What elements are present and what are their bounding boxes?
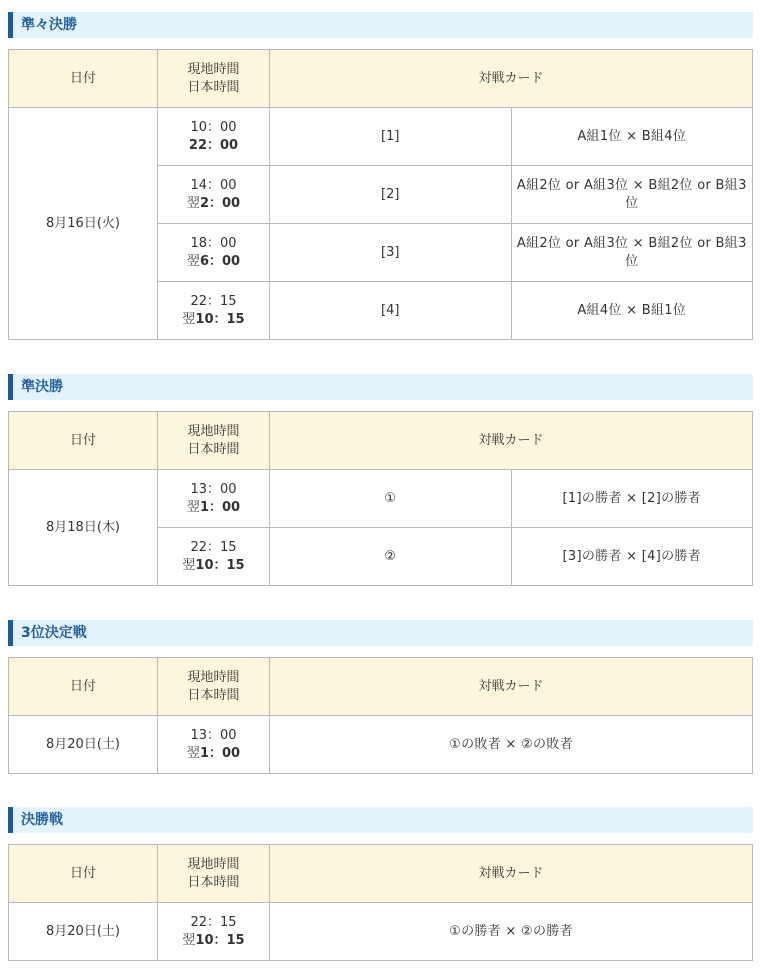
schedule-table [8, 49, 753, 340]
table-row [9, 716, 753, 774]
japan-time: 10：15 [195, 932, 245, 948]
match-date: 8月20日(土) [9, 903, 158, 961]
header-date: 日付 [9, 50, 158, 108]
header-japan-time: 日本時間 [187, 874, 240, 890]
japan-time-wrap [158, 137, 269, 155]
local-time: 22：15 [190, 539, 237, 555]
header-japan-time: 日本時間 [187, 687, 240, 703]
schedule-table [8, 657, 753, 774]
header-time [158, 412, 270, 470]
japan-time: 10：15 [195, 557, 245, 573]
header-local-time: 現地時間 [187, 856, 240, 872]
section-title: 決勝戦 [8, 807, 753, 833]
japan-time: 6：00 [199, 253, 241, 269]
next-day-prefix: 翌 [186, 745, 200, 761]
next-day-prefix: 翌 [182, 557, 196, 573]
japan-time-wrap [158, 311, 269, 329]
schedule-table [8, 844, 753, 961]
header-date: 日付 [9, 845, 158, 903]
japan-time: 2：00 [199, 195, 241, 211]
japan-time-wrap [158, 557, 269, 575]
match-number: [3] [270, 224, 512, 282]
match-card: A組2位 or A組3位 × B組2位 or B組3位 [511, 224, 753, 282]
match-card: [3]の勝者 × [4]の勝者 [511, 528, 753, 586]
section-third-place [8, 620, 753, 774]
local-time: 22：15 [190, 293, 237, 309]
match-time [158, 108, 270, 166]
header-time [158, 50, 270, 108]
section-quarterfinal [8, 12, 753, 340]
section-title: 3位決定戦 [8, 620, 753, 646]
table-row [9, 470, 753, 528]
match-card: A組4位 × B組1位 [511, 282, 753, 340]
header-card: 対戦カード [270, 658, 753, 716]
match-card: A組1位 × B組4位 [511, 108, 753, 166]
header-date: 日付 [9, 412, 158, 470]
match-card: [1]の勝者 × [2]の勝者 [511, 470, 753, 528]
match-date: 8月20日(土) [9, 716, 158, 774]
japan-time-wrap [158, 932, 269, 950]
japan-time: 22：00 [188, 137, 239, 153]
header-card: 対戦カード [270, 50, 753, 108]
table-row [9, 903, 753, 961]
section-final [8, 807, 753, 961]
local-time: 18：00 [190, 235, 237, 251]
table-row [9, 108, 753, 166]
section-title: 準々決勝 [8, 12, 753, 38]
header-card: 対戦カード [270, 845, 753, 903]
match-card: A組2位 or A組3位 × B組2位 or B組3位 [511, 166, 753, 224]
next-day-prefix: 翌 [186, 195, 200, 211]
header-row [9, 412, 753, 470]
header-date: 日付 [9, 658, 158, 716]
match-date: 8月18日(木) [9, 470, 158, 586]
japan-time: 1：00 [199, 745, 241, 761]
japan-time-wrap [158, 745, 269, 763]
local-time: 14：00 [190, 177, 237, 193]
header-row [9, 50, 753, 108]
match-number: [2] [270, 166, 512, 224]
local-time: 13：00 [190, 727, 237, 743]
match-number: [1] [270, 108, 512, 166]
match-card: ①の敗者 × ②の敗者 [270, 716, 753, 774]
header-time [158, 845, 270, 903]
header-japan-time: 日本時間 [187, 441, 240, 457]
header-local-time: 現地時間 [187, 61, 240, 77]
local-time: 13：00 [190, 481, 237, 497]
match-time [158, 224, 270, 282]
schedule-table [8, 411, 753, 586]
next-day-prefix: 翌 [182, 311, 196, 327]
header-time [158, 658, 270, 716]
local-time: 10：00 [190, 119, 237, 135]
match-time [158, 166, 270, 224]
header-card: 対戦カード [270, 412, 753, 470]
header-row [9, 845, 753, 903]
japan-time-wrap [158, 499, 269, 517]
header-local-time: 現地時間 [187, 669, 240, 685]
japan-time-wrap [158, 195, 269, 213]
section-title: 準決勝 [8, 374, 753, 400]
section-semifinal [8, 374, 753, 586]
japan-time-wrap [158, 253, 269, 271]
next-day-prefix: 翌 [182, 932, 196, 948]
match-time [158, 470, 270, 528]
match-number: [4] [270, 282, 512, 340]
header-local-time: 現地時間 [187, 423, 240, 439]
japan-time: 10：15 [195, 311, 245, 327]
next-day-prefix: 翌 [186, 499, 200, 515]
header-row [9, 658, 753, 716]
japan-time: 1：00 [199, 499, 241, 515]
next-day-prefix: 翌 [186, 253, 200, 269]
match-date: 8月16日(火) [9, 108, 158, 340]
match-time [158, 716, 270, 774]
match-number: ① [270, 470, 512, 528]
header-japan-time: 日本時間 [187, 79, 240, 95]
match-time [158, 282, 270, 340]
match-card: ①の勝者 × ②の勝者 [270, 903, 753, 961]
match-time [158, 528, 270, 586]
local-time: 22：15 [190, 914, 237, 930]
match-time [158, 903, 270, 961]
match-number: ② [270, 528, 512, 586]
